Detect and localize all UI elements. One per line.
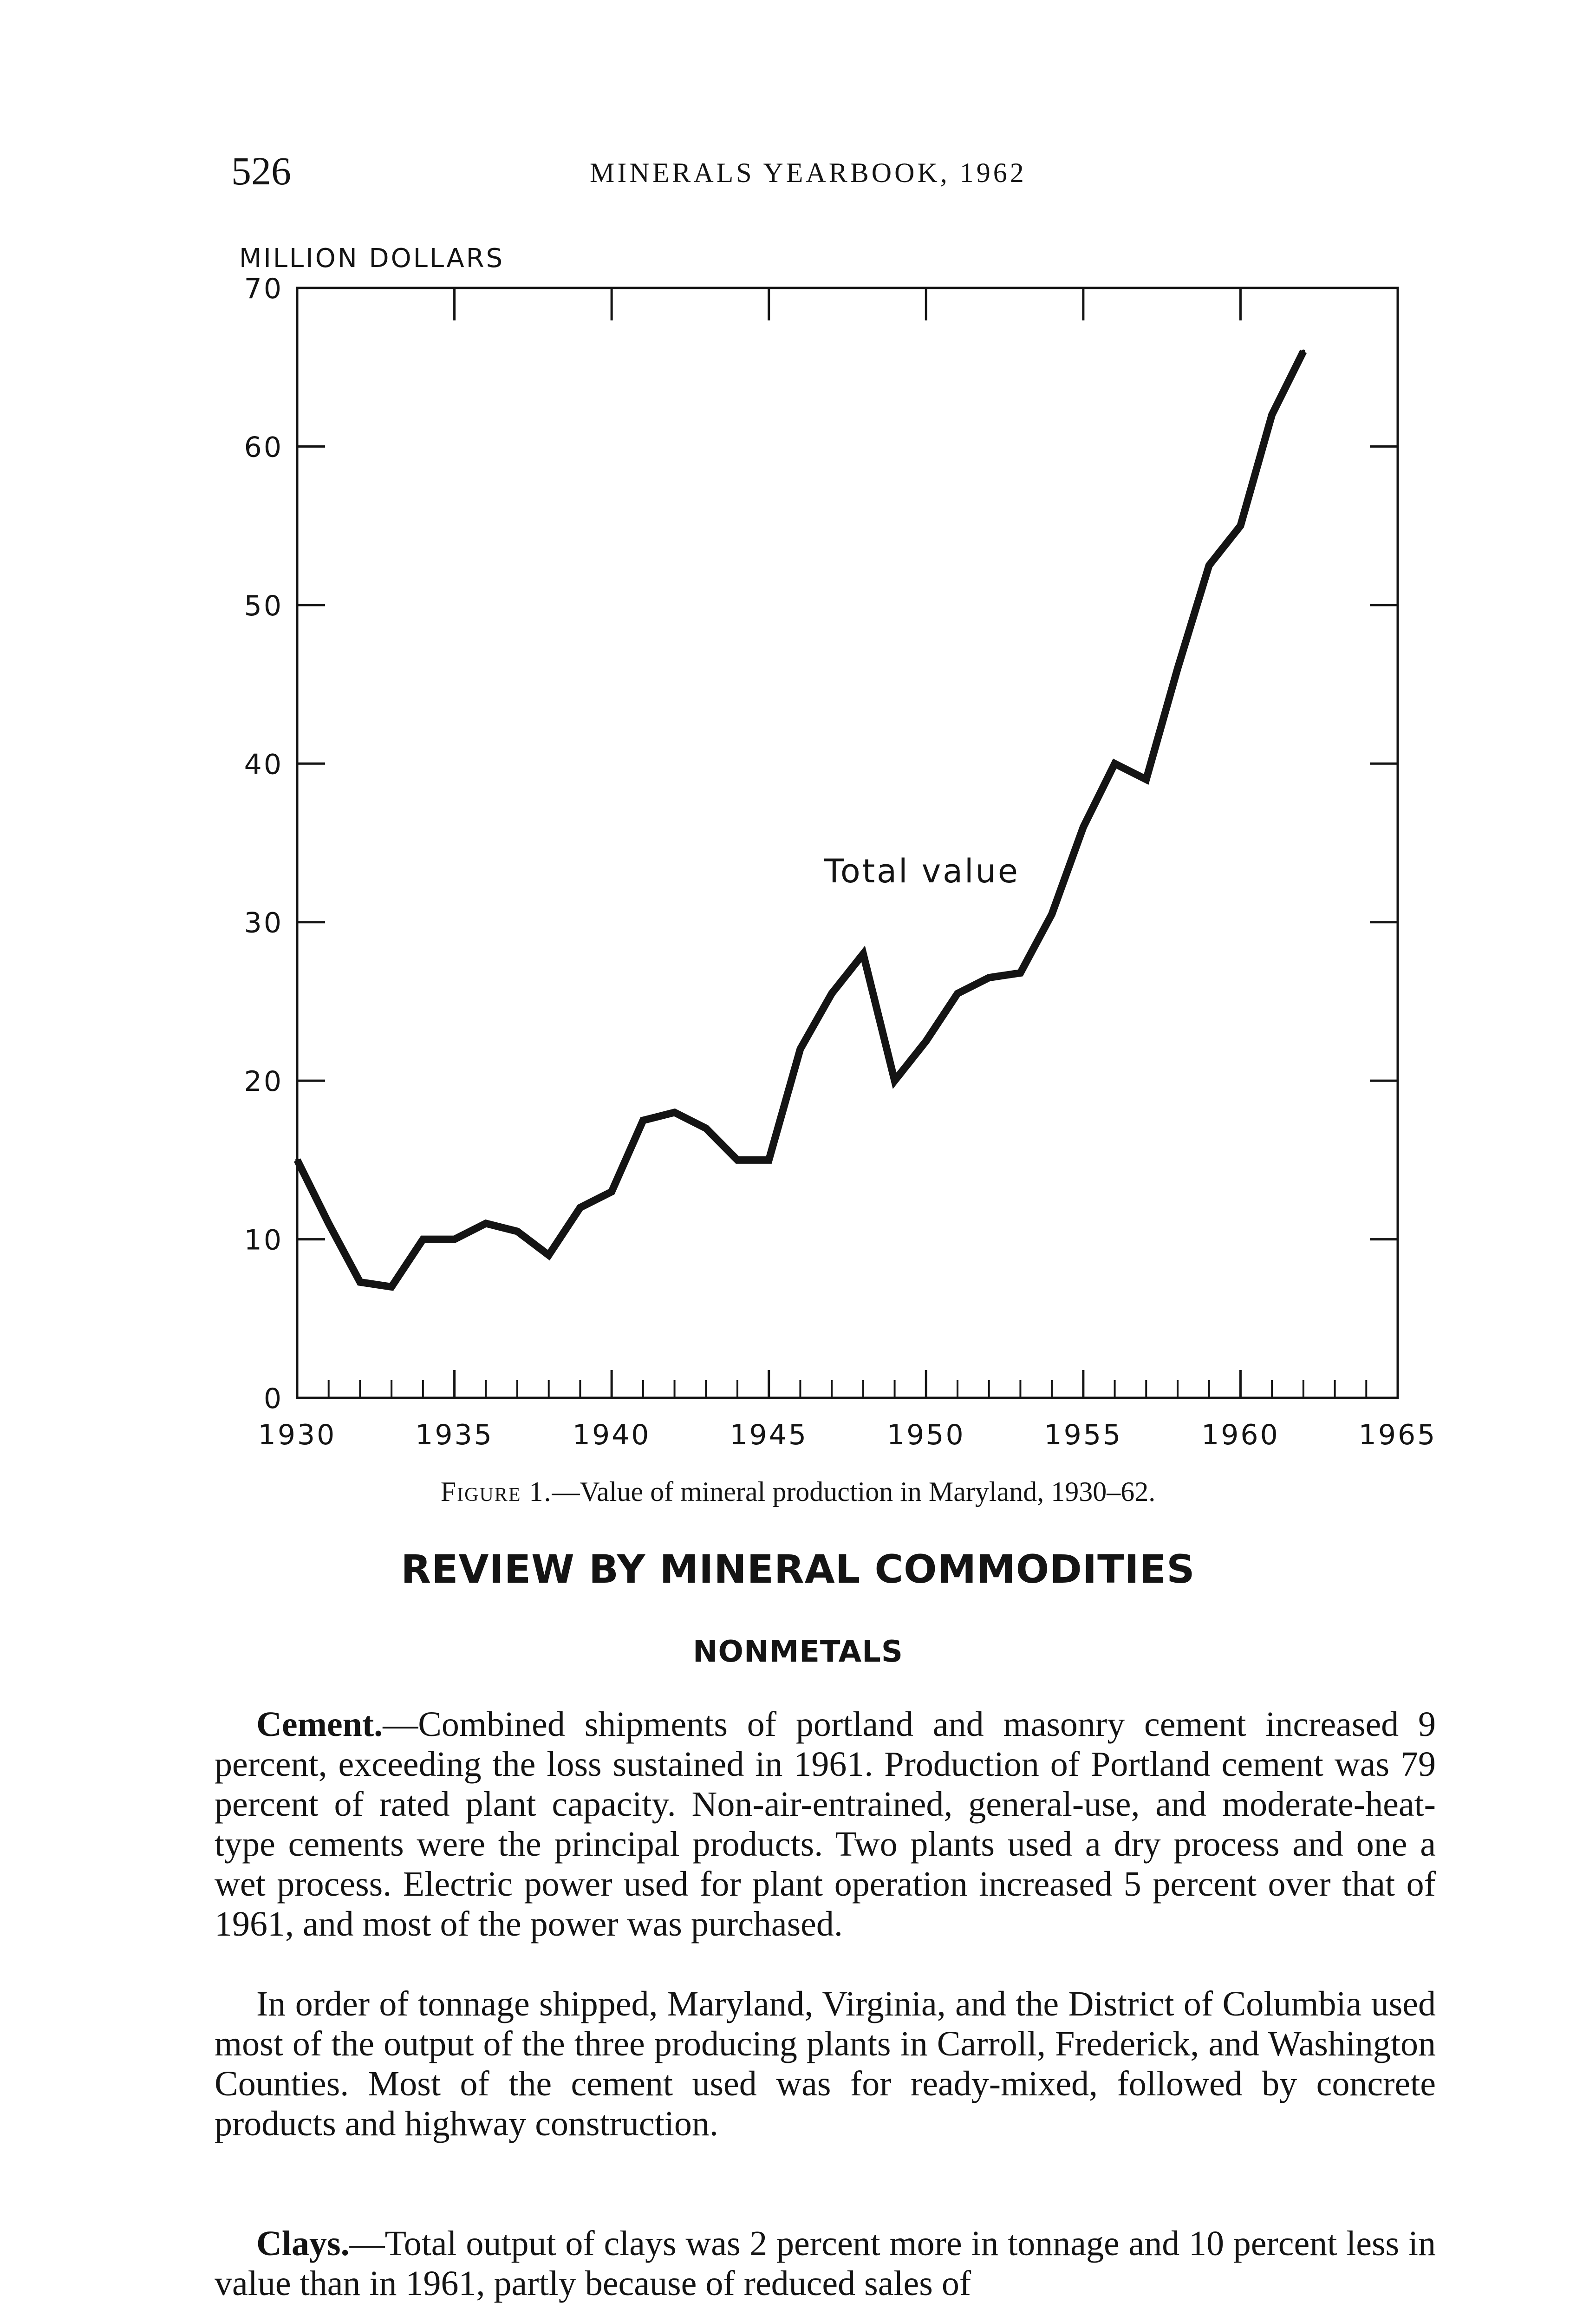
x-major-ticks — [455, 288, 1241, 1398]
x-tick-label: 1930 — [258, 1419, 337, 1451]
data-point — [767, 1158, 771, 1162]
data-point — [1050, 913, 1054, 916]
cement-text: —Combined shipments of portland and masonry cement increased 9 percent, exceeding the loss sustained in 1961. Production of Portland cement was 79 percent of rated plant capacity. Non-air-entrained, general-use, and moderate-heat-type cements were the principal products. Two plants used a dry process and one a wet process. Electric power used for plant operation increased 5 percent over that of 1961, and most of the power was purchased. — [215, 1705, 1436, 1944]
data-point — [956, 991, 959, 995]
data-point — [641, 1119, 645, 1122]
order-text: In order of tonnage shipped, Maryland, Virginia, and the District of Columbia used most of the output of the three producing plants in Carroll, Frederick, and Washington Counties. Most of the cement used was for ready-mixed, followed by concrete products and highway construction. — [215, 1984, 1436, 2143]
data-point — [861, 952, 865, 956]
data-point — [610, 1190, 613, 1194]
y-axis-title: MILLION DOLLARS — [239, 243, 505, 274]
data-point — [987, 976, 991, 979]
figure-caption — [0, 1476, 1596, 1508]
paragraph-clays — [215, 2224, 1436, 2303]
data-point — [1144, 777, 1148, 781]
data-point — [1207, 564, 1211, 567]
data-point — [1113, 762, 1117, 765]
data-point — [390, 1285, 393, 1289]
data-point — [453, 1238, 456, 1241]
total-value-line — [297, 352, 1303, 1287]
figure-caption-text: —Value of mineral production in Maryland, 1930–62. — [552, 1476, 1156, 1507]
y-tick-labels — [244, 273, 283, 1415]
x-tick-label: 1935 — [415, 1419, 494, 1451]
data-point — [1270, 413, 1274, 417]
data-point — [358, 1280, 362, 1284]
clays-heading: Clays. — [256, 2224, 350, 2263]
x-tick-label: 1940 — [572, 1419, 651, 1451]
total-value-label: Total value — [824, 852, 1020, 890]
running-head: MINERALS YEARBOOK, 1962 — [590, 157, 1027, 188]
data-point — [327, 1221, 331, 1225]
x-tick-label: 1955 — [1044, 1419, 1123, 1451]
y-tick-label: 30 — [244, 907, 283, 939]
y-tick-label: 40 — [244, 748, 283, 781]
data-point — [830, 991, 834, 995]
series-points — [295, 350, 1305, 1289]
y-ticks — [297, 446, 1398, 1239]
data-point — [295, 1158, 299, 1162]
figure-caption-label: Figure 1. — [440, 1476, 552, 1507]
data-point — [515, 1230, 519, 1233]
y-tick-label: 70 — [244, 273, 283, 305]
paragraph-cement — [215, 1704, 1436, 1944]
cement-heading: Cement. — [256, 1705, 383, 1744]
x-tick-labels — [258, 1419, 1437, 1451]
subsection-title: NONMETALS — [692, 1635, 904, 1669]
data-point — [1176, 666, 1179, 670]
x-tick-label: 1965 — [1358, 1419, 1437, 1451]
data-point — [1018, 971, 1022, 975]
data-point — [893, 1079, 897, 1083]
x-tick-label: 1960 — [1201, 1419, 1280, 1451]
y-tick-label: 10 — [244, 1224, 283, 1257]
x-tick-label: 1945 — [730, 1419, 808, 1451]
paragraph-order — [215, 1984, 1436, 2144]
data-point — [704, 1127, 708, 1130]
data-point — [578, 1206, 582, 1209]
clays-text: —Total output of clays was 2 percent more in tonnage and 10 percent less in value than in 1961, partly because of reduced sales of — [215, 2224, 1436, 2303]
data-point — [924, 1039, 928, 1043]
data-point — [798, 1047, 802, 1051]
y-tick-label: 60 — [244, 431, 283, 464]
data-point — [1081, 825, 1085, 829]
y-tick-label: 50 — [244, 589, 283, 622]
data-point — [484, 1221, 488, 1225]
section-title: REVIEW BY MINERAL COMMODITIES — [401, 1546, 1195, 1592]
x-tick-label: 1950 — [886, 1419, 965, 1451]
data-point — [673, 1110, 677, 1114]
data-point — [1238, 524, 1242, 528]
x-minor-ticks — [329, 1380, 1367, 1398]
data-point — [1302, 350, 1305, 353]
page-number: 526 — [231, 149, 291, 193]
y-tick-label: 20 — [244, 1065, 283, 1098]
y-tick-label: 0 — [263, 1383, 283, 1415]
data-point — [736, 1158, 739, 1162]
data-point — [547, 1253, 551, 1257]
data-point — [421, 1238, 425, 1241]
